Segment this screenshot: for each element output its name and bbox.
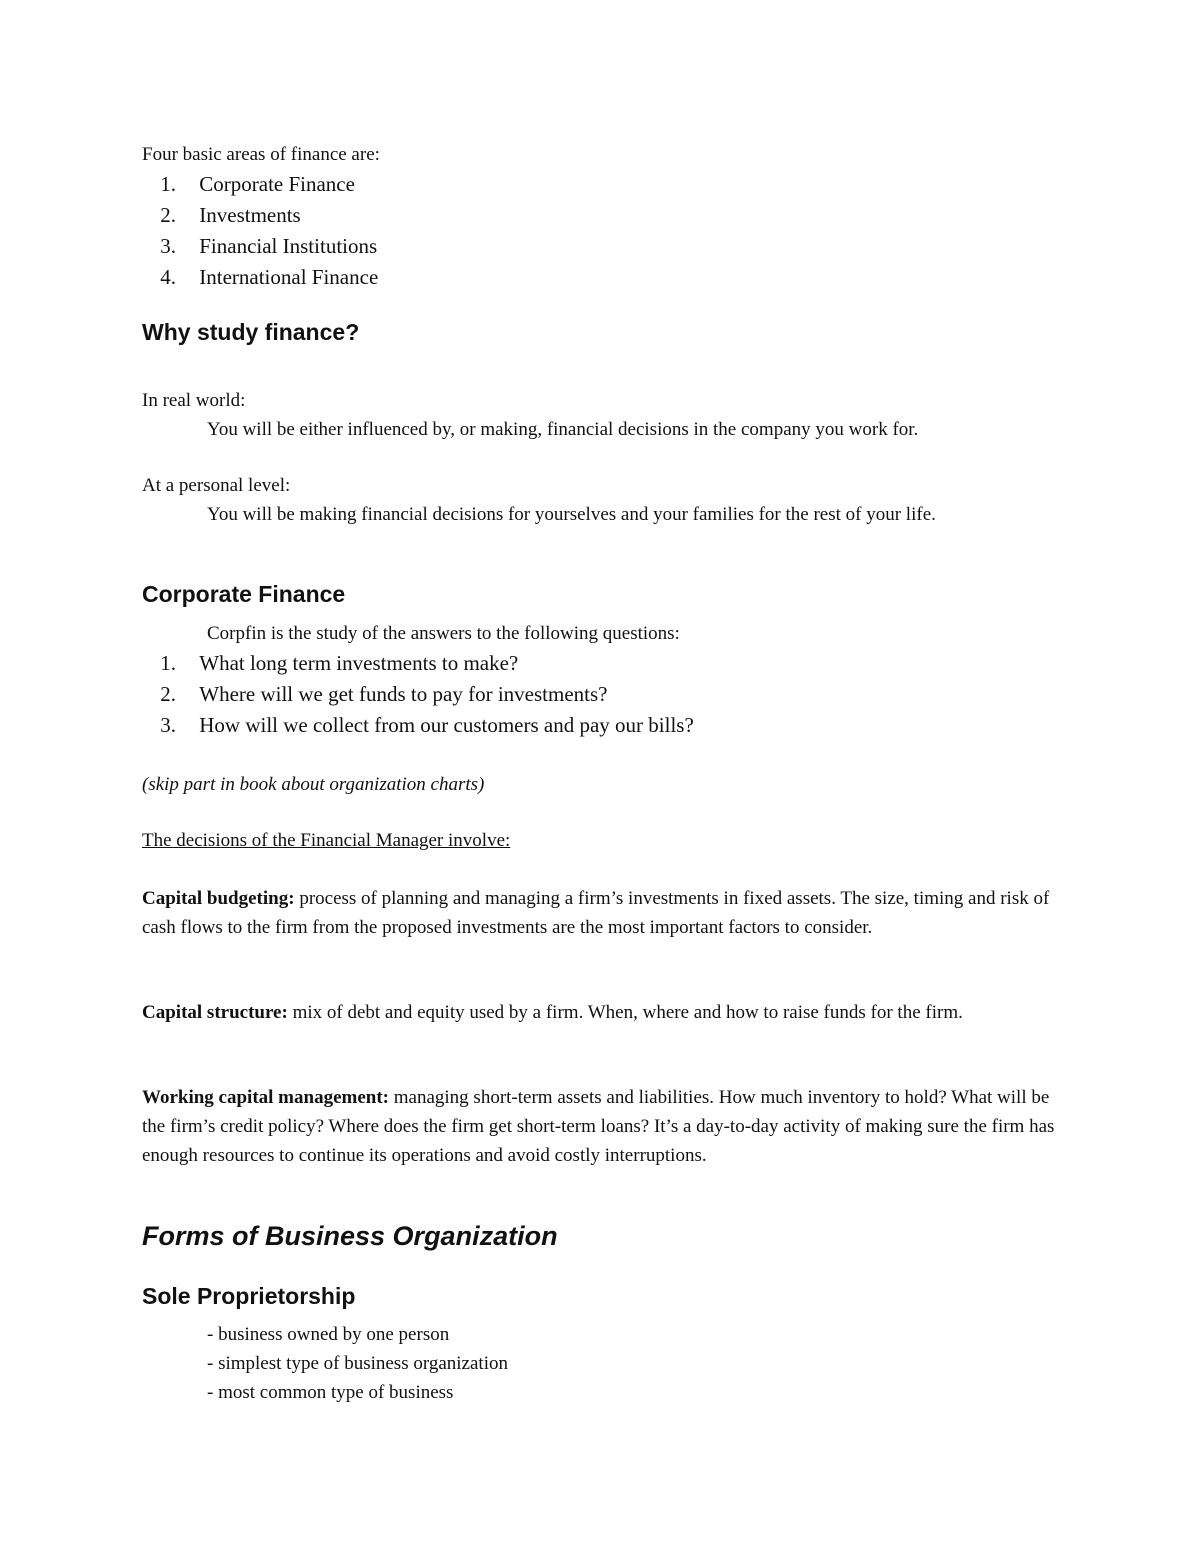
list-number: 3. (160, 713, 176, 737)
list-number: 1. (160, 172, 176, 196)
list-text: What long term investments to make? (199, 651, 519, 675)
list-item (142, 169, 355, 200)
why-heading: Why study finance? (142, 319, 360, 345)
list-text: Investments (199, 203, 301, 227)
list-item (142, 262, 378, 293)
list-item (142, 648, 518, 679)
corporate-heading: Corporate Finance (142, 581, 346, 607)
skip-note: (skip part in book about organization charts) (142, 774, 485, 795)
list-item (142, 200, 301, 231)
personal-text: You will be making financial decisions for yourselves and your families for the rest of your life. (207, 504, 936, 525)
sole-heading: Sole Proprietorship (142, 1283, 356, 1309)
list-item (142, 679, 607, 710)
personal-label: At a personal level: (142, 475, 291, 496)
definition-capital-structure (142, 998, 1057, 1027)
list-text: Corporate Finance (199, 172, 355, 196)
corporate-intro: Corpfin is the study of the answers to the following questions: (207, 623, 680, 644)
intro-lead: Four basic areas of finance are: (142, 144, 380, 165)
definition-text: process of planning and managing a firm’s investments in fixed assets. The size, timing and risk of cash flows to the firm from the proposed investments are the most important factors to consider. (142, 888, 1050, 938)
definition-term: Working capital management: (142, 1087, 389, 1108)
list-text: How will we collect from our customers and pay our bills? (199, 713, 694, 737)
list-item: - business owned by one person (207, 1324, 450, 1345)
list-number: 2. (160, 682, 176, 706)
definition-working-capital (142, 1083, 1057, 1170)
list-number: 1. (160, 651, 176, 675)
list-text: Where will we get funds to pay for investments? (199, 682, 608, 706)
list-number: 4. (160, 265, 176, 289)
list-text: International Finance (199, 265, 379, 289)
list-item: - most common type of business (207, 1382, 454, 1403)
list-number: 2. (160, 203, 176, 227)
definition-text: managing short-term assets and liabilities. How much inventory to hold? What will be the firm’s credit policy? Where does the firm get short-term loans? It’s a day-to-day activity of making sure the firm has enough resources to continue its operations and avoid costly interruptions. (142, 1087, 1055, 1166)
definition-capital-budgeting (142, 884, 1057, 942)
list-number: 3. (160, 234, 176, 258)
forms-heading: Forms of Business Organization (142, 1221, 558, 1251)
list-item (142, 231, 377, 262)
definition-text: mix of debt and equity used by a firm. When, where and how to raise funds for the firm. (287, 1002, 963, 1023)
definition-term: Capital budgeting: (142, 888, 295, 909)
real-world-text: You will be either influenced by, or making, financial decisions in the company you work for. (207, 419, 919, 440)
decisions-label: The decisions of the Financial Manager involve: (142, 830, 511, 851)
definition-term: Capital structure: (142, 1002, 288, 1023)
list-text: Financial Institutions (199, 234, 378, 258)
list-item: - simplest type of business organization (207, 1353, 508, 1374)
real-world-label: In real world: (142, 390, 246, 411)
list-item (142, 710, 694, 741)
